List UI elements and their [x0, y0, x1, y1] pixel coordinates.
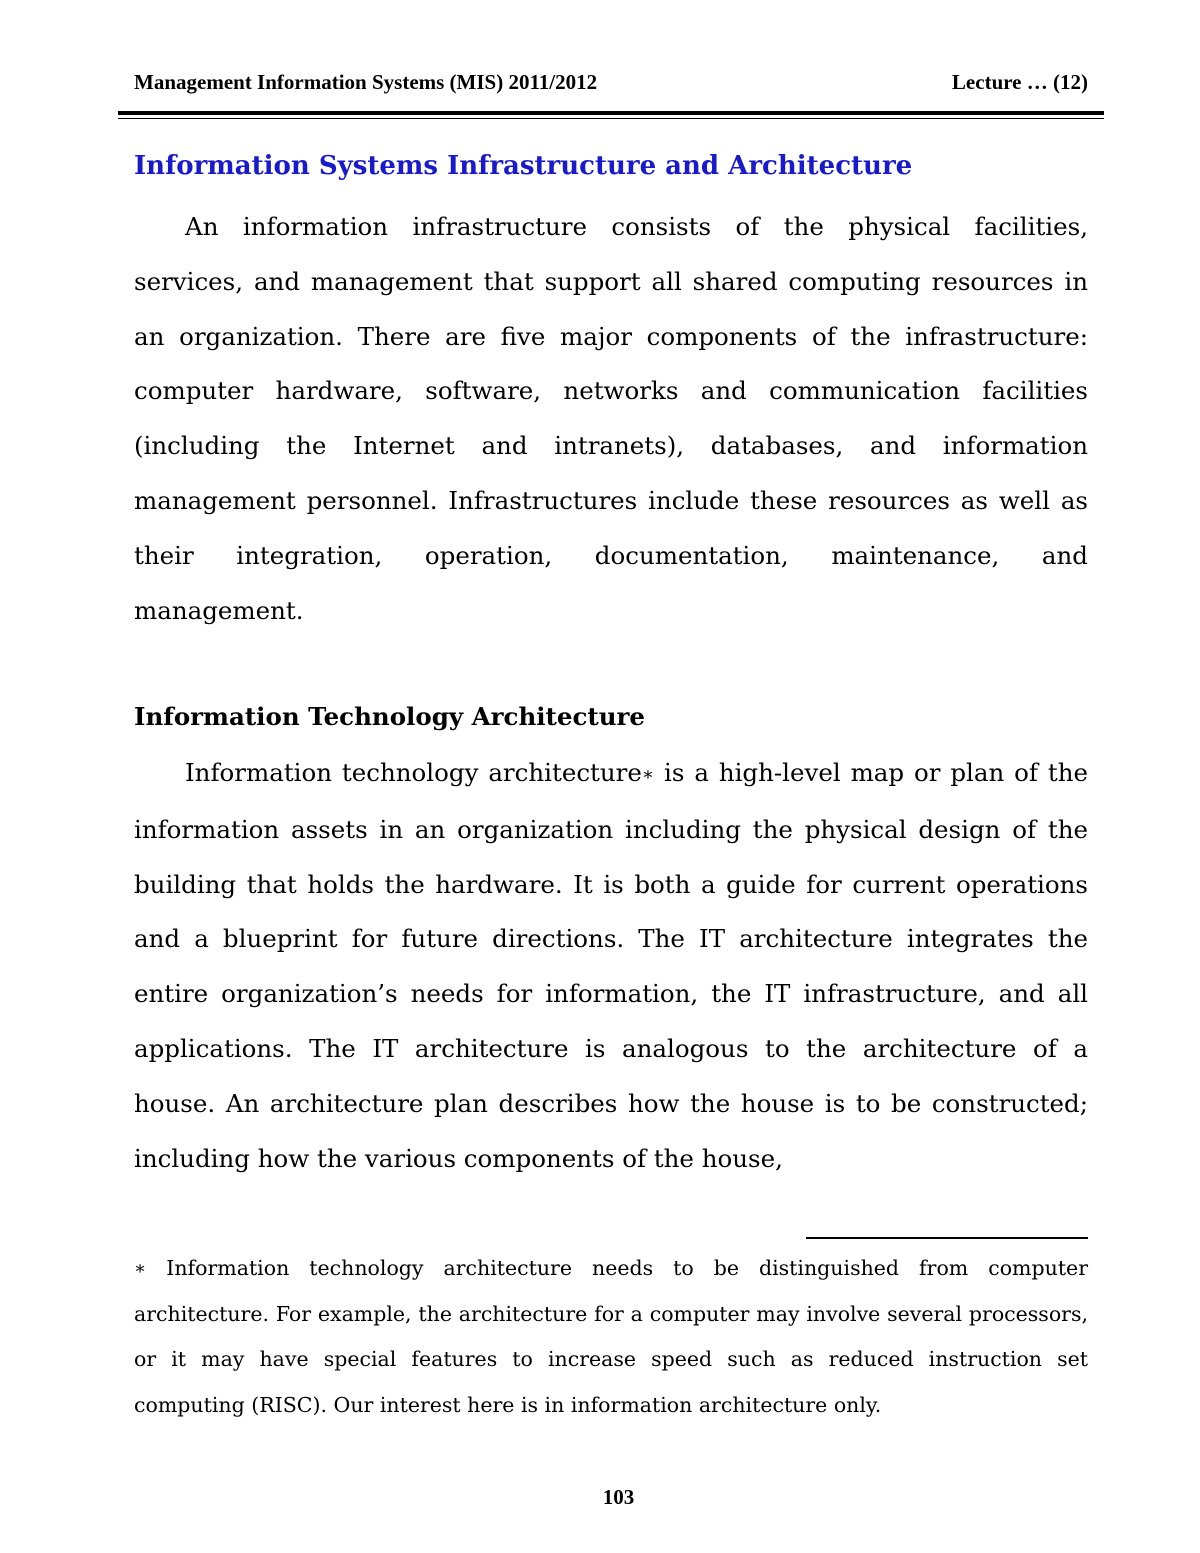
footnote-mark: ∗ [134, 1258, 147, 1279]
architecture-paragraph-rest: is a high-level map or plan of the information assets in an organization including the physical design of the building that holds the hardware. It is both a guide for current operations and a blueprint for future directions. The IT architecture integrates the entire organization’s needs for information, the IT infrastructure, and all applications. The IT architecture is analogous to the architecture of a house. An architecture plan describes how the house is to be constructed; including how the various components of the house, [134, 758, 1088, 1173]
course-title: Management Information Systems (MIS) 2011/2012 [134, 70, 598, 94]
lecture-label: Lecture … (12) [951, 70, 1088, 94]
footnote-text: Information technology architecture needs to be distinguished from computer architecture. For example, the architecture for a computer may involve several processors, or it may have special features to increase speed such as reduced instruction set computing (RISC). Our interest here is in information architecture only. [134, 1256, 1088, 1417]
footnote-reference: ∗ [641, 764, 655, 785]
subsection-heading: Information Technology Architecture [134, 702, 646, 731]
footnote-separator [806, 1237, 1088, 1239]
page-number: 103 [602, 1485, 635, 1509]
architecture-paragraph [134, 746, 1088, 1186]
header-rule [118, 111, 1104, 119]
page-header [134, 70, 1088, 100]
section-heading: Information Systems Infrastructure and Architecture [134, 151, 913, 181]
infrastructure-paragraph: An information infrastructure consists of the physical facilities, services, and management that support all shared computing resources in an organization. There are five major components of the infrastructure: computer hardware, software, networks and communication facilities (including the Internet and intranets), databases, and information management personnel. Infrastructures include these resources as well as their integration, operation, documentation, maintenance, and management. [134, 212, 1088, 625]
footnote [134, 1246, 1088, 1428]
architecture-paragraph-start: Information technology architecture [185, 758, 642, 787]
